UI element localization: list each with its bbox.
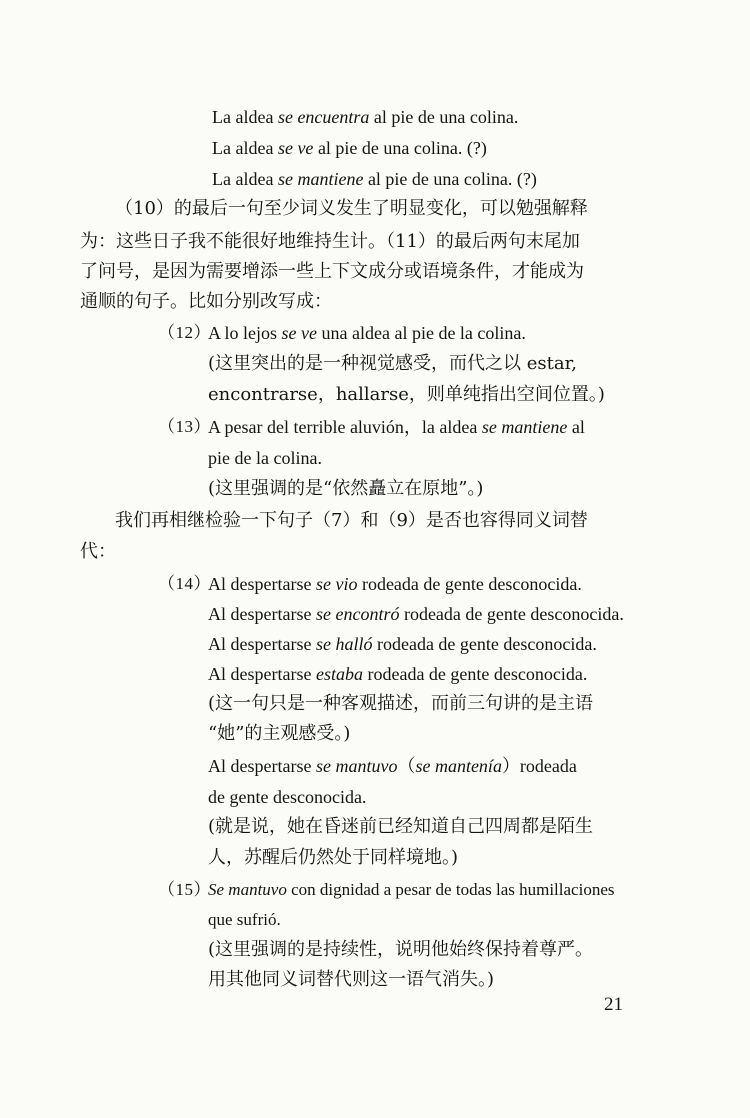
example-14-sentence-5-line-1: Al despertarse se mantuvo（se mantenía）rodeada: [208, 756, 577, 776]
example-14-note-1-line-2: “她”的主观感受。): [208, 723, 351, 744]
example-12-number: （12）: [158, 323, 211, 342]
example-14-sentence-5-line-2: de gente desconocida.: [208, 787, 367, 807]
paragraph-2-line-2: 代：: [80, 541, 116, 562]
example-13-number: （13）: [158, 417, 211, 436]
example-10-line-1: La aldea se encuentra al pie de una colina.: [212, 107, 519, 127]
example-14-note-1-line-1: (这一句只是一种客观描述，而前三句讲的是主语: [208, 693, 594, 714]
example-10-line-2: La aldea se ve al pie de una colina. (?): [212, 138, 487, 158]
paragraph-1-line-1: （10）的最后一句至少词义发生了明显变化，可以勉强解释: [115, 198, 588, 219]
example-14-sentence-4: Al despertarse estaba rodeada de gente desconocida.: [208, 664, 588, 684]
example-14-number: （14）: [158, 574, 211, 593]
example-10-line-3: La aldea se mantiene al pie de una colina. (?): [212, 169, 537, 189]
example-15-note-line-2: 用其他同义词替代则这一语气消失。): [208, 969, 495, 990]
page-number: 21: [604, 994, 623, 1015]
example-13-note: (这里强调的是“依然矗立在原地”。): [208, 478, 484, 499]
example-15-note-line-1: (这里强调的是持续性，说明他始终保持着尊严。: [208, 939, 594, 960]
example-12-sentence: A lo lejos se ve una aldea al pie de la colina.: [208, 323, 526, 343]
example-13-sentence-line-1: A pesar del terrible aluvión，la aldea se mantiene al: [208, 417, 585, 437]
example-14-note-2-line-1: (就是说，她在昏迷前已经知道自己四周都是陌生: [208, 816, 594, 837]
example-14-sentence-2: Al despertarse se encontró rodeada de gente desconocida.: [208, 604, 624, 624]
example-12-note-line-2: encontrarse，hallarse，则单纯指出空间位置。): [208, 384, 605, 405]
example-13-sentence-line-2: pie de la colina.: [208, 448, 322, 468]
example-15-number: （15）: [158, 880, 211, 899]
example-14-sentence-3: Al despertarse se halló rodeada de gente desconocida.: [208, 634, 597, 654]
example-14-sentence-1: Al despertarse se vio rodeada de gente desconocida.: [208, 574, 582, 594]
paragraph-1-line-4: 通顺的句子。比如分别改写成：: [80, 291, 332, 312]
example-14-note-2-line-2: 人，苏醒后仍然处于同样境地。): [208, 847, 459, 868]
paragraph-1-line-2: 为：这些日子我不能很好地维持生计。（11）的最后两句末尾加: [80, 231, 580, 252]
example-15-sentence-line-2: que sufrió.: [208, 910, 281, 929]
paragraph-2-line-1: 我们再相继检验一下句子（7）和（9）是否也容得同义词替: [115, 510, 588, 531]
example-12-note-line-1: (这里突出的是一种视觉感受，而代之以 estar,: [208, 353, 577, 374]
paragraph-1-line-3: 了问号，是因为需要增添一些上下文成分或语境条件，才能成为: [80, 261, 584, 282]
example-15-sentence-line-1: Se mantuvo con dignidad a pesar de todas las humillaciones: [208, 880, 615, 899]
